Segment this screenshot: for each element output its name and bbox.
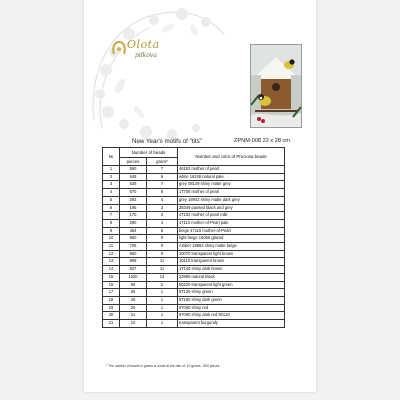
table-row bbox=[103, 173, 285, 181]
table-row bbox=[103, 212, 285, 220]
row-pieces: 560 bbox=[120, 166, 147, 174]
row-number: 3 bbox=[103, 181, 120, 189]
table-row bbox=[103, 289, 285, 297]
row-color: 97060 shiny dark red 90120 bbox=[178, 312, 285, 320]
row-number: 21 bbox=[103, 320, 120, 328]
table-row bbox=[103, 281, 285, 289]
row-grams: 3 bbox=[147, 212, 178, 220]
row-color: 17708 mother of pearl bbox=[178, 189, 285, 197]
row-grams: 7 bbox=[147, 166, 178, 174]
row-color: 10110 transparent brown bbox=[178, 258, 285, 266]
row-pieces: 96 bbox=[120, 281, 147, 289]
table-row bbox=[103, 320, 285, 328]
row-pieces: 528 bbox=[120, 181, 147, 189]
table-row bbox=[103, 189, 285, 197]
brand-subtitle: pdkova bbox=[135, 52, 157, 59]
row-color: 57180 shiny dark green bbox=[178, 296, 285, 304]
row-grams: 8 bbox=[147, 189, 178, 197]
header-pieces: pieces bbox=[120, 158, 147, 166]
row-grams: 11 bbox=[147, 258, 178, 266]
row-pieces: 454 bbox=[120, 227, 147, 235]
row-pieces: 31 bbox=[120, 312, 147, 320]
table-row bbox=[103, 273, 285, 281]
row-color: 23980 natural black bbox=[178, 273, 285, 281]
row-grams: 1 bbox=[147, 320, 178, 328]
row-color: 17140 shiny dark brown bbox=[178, 266, 285, 274]
row-color: white 16249 natural pale bbox=[178, 173, 285, 181]
row-number: 15 bbox=[103, 273, 120, 281]
row-color: 10070 transparent light brown bbox=[178, 250, 285, 258]
table-row bbox=[103, 243, 285, 251]
table-row bbox=[103, 258, 285, 266]
row-color: 47113 mother-of-Pearl pale bbox=[178, 219, 285, 227]
row-grams: 11 bbox=[147, 266, 178, 274]
row-grams: 9 bbox=[147, 250, 178, 258]
row-pieces: 292 bbox=[120, 196, 147, 204]
row-number: 7 bbox=[103, 212, 120, 220]
row-color: 50220 transparent light green bbox=[178, 281, 285, 289]
table-row bbox=[103, 250, 285, 258]
brand-logo bbox=[109, 36, 169, 64]
table-row bbox=[103, 266, 285, 274]
row-pieces: 290 bbox=[120, 219, 147, 227]
row-number: 1 bbox=[103, 166, 120, 174]
row-grams: 1 bbox=[147, 304, 178, 312]
row-grams: 9 bbox=[147, 243, 178, 251]
row-grams: 3 bbox=[147, 204, 178, 212]
row-color: 46102 mother of pearl bbox=[178, 166, 285, 174]
table-row bbox=[103, 219, 285, 227]
row-color: grey 18942 shiny matte dark grey bbox=[178, 196, 285, 204]
pattern-code: ZPNM-008 22 x 28 cm bbox=[234, 138, 290, 144]
table-row bbox=[103, 227, 285, 235]
table-row bbox=[103, 181, 285, 189]
table-row bbox=[103, 304, 285, 312]
pattern-preview-image bbox=[250, 44, 302, 128]
row-number: 12 bbox=[103, 250, 120, 258]
table-row bbox=[103, 296, 285, 304]
row-number: 8 bbox=[103, 219, 120, 227]
header-color: Number and color of Preciosa beads bbox=[178, 148, 285, 166]
row-number: 5 bbox=[103, 196, 120, 204]
row-number: 6 bbox=[103, 204, 120, 212]
row-color: Amber 18983 shiny matte beige bbox=[178, 243, 285, 251]
pattern-title: New Year's motifs of "tits" bbox=[132, 138, 202, 145]
row-number: 2 bbox=[103, 173, 120, 181]
row-color: 57130 shiny green bbox=[178, 289, 285, 297]
row-grams: 7 bbox=[147, 181, 178, 189]
row-grams: 4 bbox=[147, 219, 178, 227]
bead-table-body bbox=[103, 166, 285, 328]
floral-wreath-decoration bbox=[84, 0, 234, 140]
header-number: № bbox=[103, 148, 120, 166]
pattern-sheet bbox=[84, 0, 316, 392]
table-row bbox=[103, 166, 285, 174]
row-number: 18 bbox=[103, 296, 120, 304]
footnote: * The number of beads in grams is made at the rate of: 10 grams - 800 pieces bbox=[106, 364, 220, 368]
row-grams: 2 bbox=[147, 281, 178, 289]
row-pieces: 1020 bbox=[120, 273, 147, 281]
row-number: 4 bbox=[103, 189, 120, 197]
row-pieces: 195 bbox=[120, 204, 147, 212]
row-pieces: 837 bbox=[120, 266, 147, 274]
row-grams: 1 bbox=[147, 289, 178, 297]
row-pieces: 650 bbox=[120, 250, 147, 258]
row-pieces: 40 bbox=[120, 296, 147, 304]
row-color: transparent burgundy bbox=[178, 320, 285, 328]
row-grams: 1 bbox=[147, 296, 178, 304]
row-number: 19 bbox=[103, 304, 120, 312]
row-color: grey 08149 shiny matte grey bbox=[178, 181, 285, 189]
row-color: beige 47115 mother-of-Pearl bbox=[178, 227, 285, 235]
row-number: 10 bbox=[103, 235, 120, 243]
row-pieces: 10 bbox=[120, 320, 147, 328]
row-number: 17 bbox=[103, 289, 120, 297]
row-pieces: 60 bbox=[120, 289, 147, 297]
row-grams: 13 bbox=[147, 273, 178, 281]
table-row bbox=[103, 204, 285, 212]
row-grams: 6 bbox=[147, 227, 178, 235]
row-color: light beige 16050 glazed bbox=[178, 235, 285, 243]
row-grams: 9 bbox=[147, 173, 178, 181]
bead-table bbox=[102, 147, 285, 328]
row-color: 97060 shiny red bbox=[178, 304, 285, 312]
header-beads: Number of beads bbox=[120, 148, 178, 158]
row-color: 47102 mother of pearl milk bbox=[178, 212, 285, 220]
row-pieces: 808 bbox=[120, 258, 147, 266]
row-pieces: 20 bbox=[120, 304, 147, 312]
table-row bbox=[103, 312, 285, 320]
brand-name: Olota bbox=[127, 38, 160, 51]
row-number: 13 bbox=[103, 258, 120, 266]
row-pieces: 570 bbox=[120, 189, 147, 197]
row-number: 16 bbox=[103, 281, 120, 289]
row-pieces: 170 bbox=[120, 212, 147, 220]
row-pieces: 705 bbox=[120, 243, 147, 251]
row-number: 9 bbox=[103, 227, 120, 235]
row-grams: 4 bbox=[147, 196, 178, 204]
header-grams: gram* bbox=[147, 158, 178, 166]
row-number: 14 bbox=[103, 266, 120, 274]
row-pieces: 650 bbox=[120, 235, 147, 243]
table-row bbox=[103, 196, 285, 204]
horseshoe-logo-icon bbox=[111, 40, 127, 56]
row-grams: 1 bbox=[147, 312, 178, 320]
row-pieces: 648 bbox=[120, 173, 147, 181]
row-number: 11 bbox=[103, 243, 120, 251]
row-grams: 9 bbox=[147, 235, 178, 243]
table-row bbox=[103, 235, 285, 243]
row-number: 20 bbox=[103, 312, 120, 320]
row-color: 38349 painted black and grey bbox=[178, 204, 285, 212]
